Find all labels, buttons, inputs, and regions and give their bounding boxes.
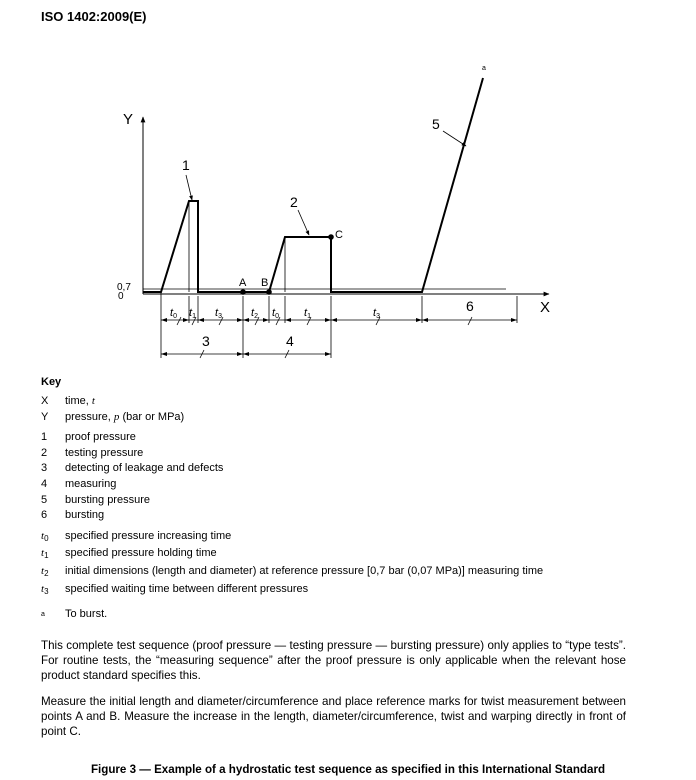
t1-label-2: t1 [304, 307, 311, 320]
point-b-marker [266, 289, 272, 295]
t1-label-1: t1 [189, 307, 196, 320]
x-axis-label: X [540, 299, 551, 316]
callout-6: 6 [466, 298, 474, 314]
key-row-x: X time, t [41, 395, 95, 407]
callout-5: 5 [432, 116, 440, 132]
key-row-5: 5 bursting pressure [41, 493, 150, 506]
key-row-2: 2 testing pressure [41, 446, 144, 459]
t3-label-1: t3 [215, 307, 222, 320]
y-axis-label: Y [123, 111, 134, 128]
key-row-y: Y pressure, p (bar or MPa) [41, 410, 185, 423]
key-row-3: 3 detecting of leakage and defects [41, 462, 224, 475]
callout-4: 4 [286, 333, 294, 349]
test-sequence-diagram [0, 0, 696, 370]
key-row-4: 4 measuring [41, 477, 117, 490]
key-title: Key [41, 376, 62, 388]
t0-label-1: t0 [170, 307, 177, 320]
key-row-t2: $t_2$ initial dimensions (length and diameter) at reference pressure [0,7 bar (0,07 MPa)] measuring time [41, 564, 544, 578]
tick-label-0: 0 [118, 291, 124, 302]
t0-label-2: t0 [272, 307, 279, 320]
key-row-t3: $t_3$ specified waiting time between different pressures [41, 582, 309, 596]
point-b-label: B [261, 277, 269, 289]
key-row-1: 1 proof pressure [41, 431, 136, 444]
key-row-note-a: $^a$ To burst. [41, 608, 108, 621]
key-row-t1: $t_1$ specified pressure holding time [41, 547, 217, 561]
point-c-label: C [335, 229, 343, 241]
key-list [41, 394, 543, 632]
key-row-t0: $t_0$ specified pressure increasing time [41, 529, 232, 543]
point-a-label: A [239, 277, 247, 289]
pressure-curve [143, 78, 483, 292]
callout-1: 1 [182, 157, 190, 173]
tick-label-07: 0,7 [117, 282, 131, 293]
paragraph-measurement: Measure the initial length and diameter/circumference and place reference marks for twist measurement between points A and B. Measure the increase in the length, diameter/circumference, twist and warping directly in front of point C. [41, 695, 626, 738]
callout-2: 2 [290, 194, 298, 210]
point-a-marker [240, 289, 246, 295]
paragraph-type-tests: This complete test sequence (proof pressure — testing pressure — bursting pressure) only applies to “type tests”. For routine tests, the “measuring sequence” after the proof pressure is only applicable when the relevant hose product standard specifies this. [41, 639, 626, 682]
footnote-mark-a: a [482, 65, 486, 72]
figure-caption: Figure 3 — Example of a hydrostatic test sequence as specified in this International Standard [90, 763, 606, 776]
key-row-6: 6 bursting [41, 509, 105, 522]
t2-label: t2 [251, 307, 258, 320]
t3-label-2: t3 [373, 307, 380, 320]
document-header: ISO 1402:2009(E) [41, 9, 147, 24]
callout-3: 3 [202, 333, 210, 349]
point-c-marker [328, 234, 334, 240]
